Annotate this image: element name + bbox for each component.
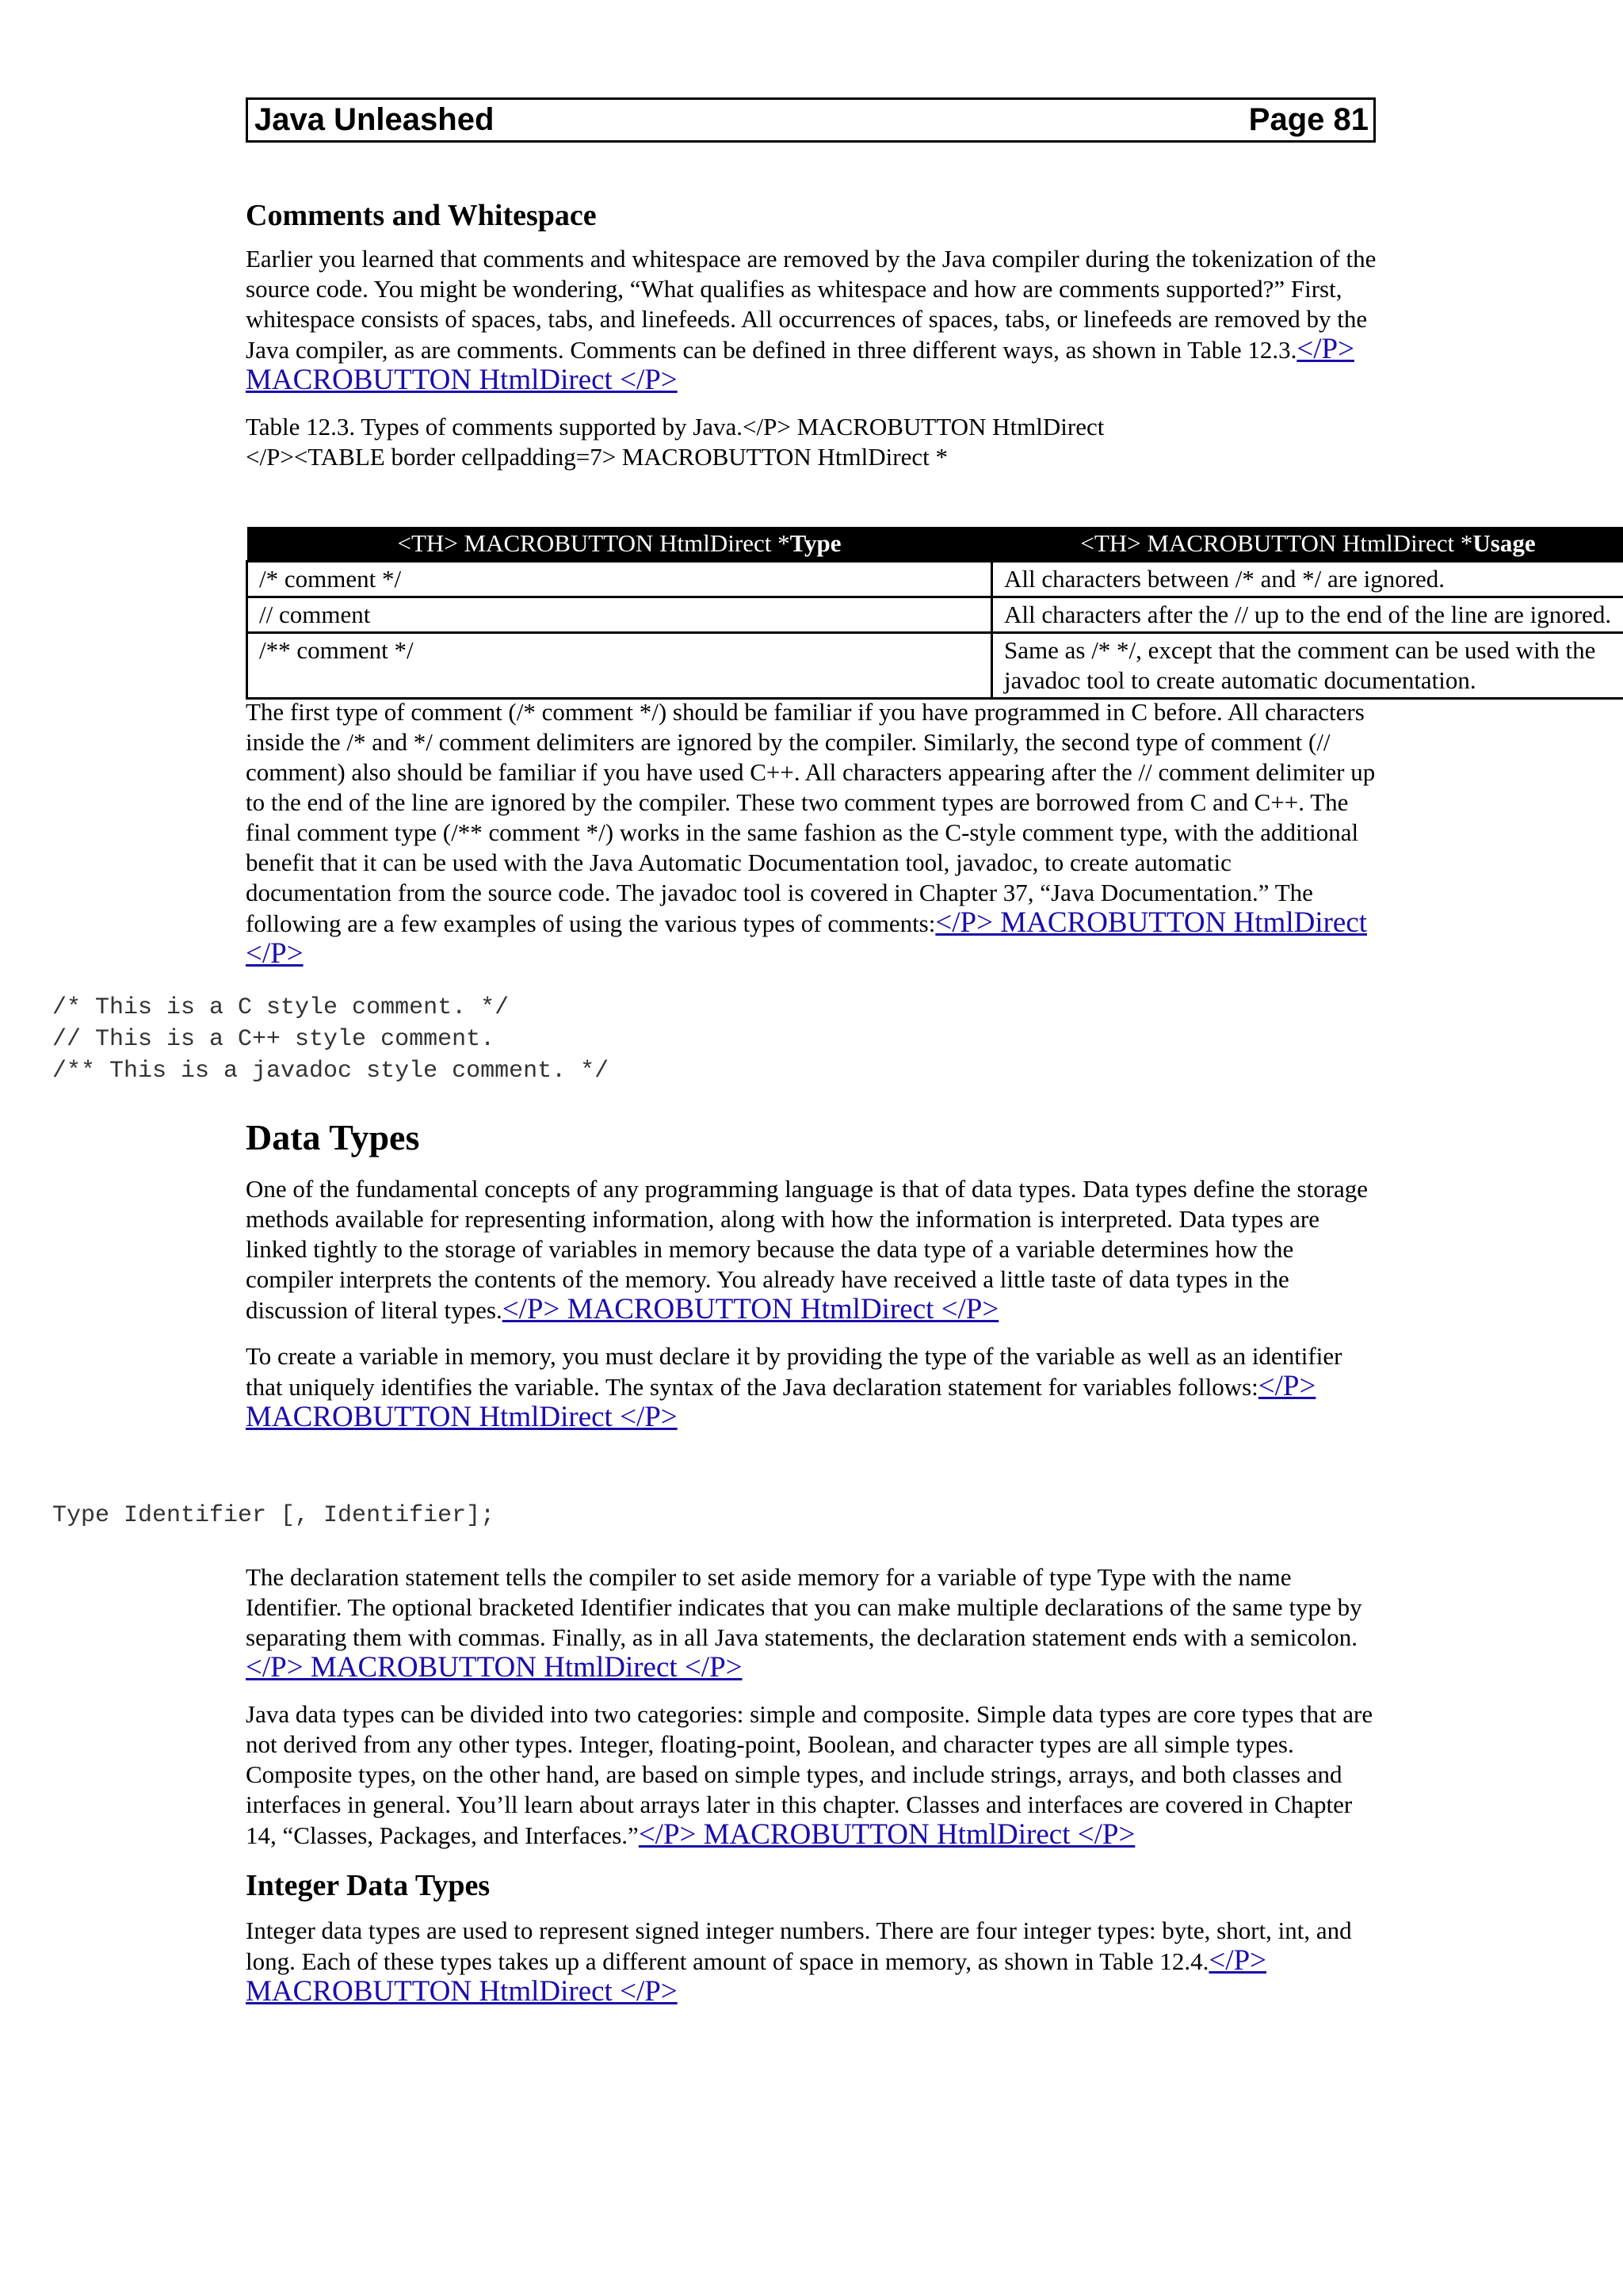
table-header-usage: <TH> MACROBUTTON HtmlDirect *Usage [992, 527, 1623, 562]
data-types-section [246, 1116, 1379, 1449]
macrobutton-link[interactable]: </P> MACROBUTTON HtmlDirect </P> [246, 906, 1368, 970]
table-cell-usage: All characters between /* and */ are ignored. [992, 562, 1623, 597]
table-cell-type: // comment [247, 597, 992, 633]
integer-paragraph-1: Integer data types are used to represent signed integer numbers. There are four integer types: byte, short, int, and long. Each of these types takes up a different amount of space in memory, as shown in Table 12.4.</P> MACROBUTTON HtmlDirect </P> [246, 1917, 1352, 2008]
section-heading-data-types: Data Types [246, 1117, 420, 1158]
table-row [247, 562, 1623, 597]
table-caption: Table 12.3. Types of comments supported by Java.</P> MACROBUTTON HtmlDirect </P><TABLE border cellpadding=7> MACROBUTTON HtmlDirect * [246, 413, 1105, 471]
table-header-type: <TH> MACROBUTTON HtmlDirect *Type [247, 527, 992, 562]
data-types-paragraph-3: The declaration statement tells the compiler to set aside memory for a variable of type Type with the name Identifier. The optional bracketed Identifier indicates that you can make multiple declarations of the same type by separating them with commas. Finally, as in all Java statements, the declaration statement ends with a semicolon.</P> MACROBUTTON HtmlDirect </P> [246, 1563, 1362, 1684]
table-cell-type: /* comment */ [247, 562, 992, 597]
macrobutton-link[interactable]: </P> MACROBUTTON HtmlDirect </P> [246, 1370, 1316, 1433]
table-cell-usage: All characters after the // up to the end of the line are ignored. [992, 597, 1623, 633]
macrobutton-link[interactable]: </P> MACROBUTTON HtmlDirect </P> [246, 1651, 743, 1684]
comments-continued [246, 697, 1379, 986]
comment-types-table [246, 527, 1623, 700]
section-heading-integer: Integer Data Types [246, 1869, 491, 1902]
comments-paragraph-1: Earlier you learned that comments and whitespace are removed by the Java compiler during the tokenization of the source code. You might be wondering, “What qualifies as whitespace and how are comments supported?” First, whitespace consists of spaces, tabs, and linefeeds. All occurrences of spaces, tabs, or linefeeds are removed by the Java compiler, as are comments. Comments can be defined in three different ways, as shown in Table 12.3.</P> MACROBUTTON HtmlDirect </P> [246, 245, 1377, 396]
table-cell-type: /** comment */ [247, 633, 992, 699]
table-header-row [247, 527, 1623, 562]
declaration-syntax-code: Type Identifier [, Identifier]; [52, 1502, 495, 1529]
table-row [247, 633, 1623, 699]
data-types-continued [246, 1562, 1379, 2023]
macrobutton-link[interactable]: </P> MACROBUTTON HtmlDirect </P> [502, 1293, 999, 1325]
comment-code-example: /* This is a C style comment. */ // This is a C++ style comment. /** This is a javadoc style comment. */ [52, 994, 609, 1085]
book-title: Java Unleashed [254, 102, 495, 137]
section-heading-comments: Comments and Whitespace [246, 199, 597, 232]
comments-section [246, 196, 1379, 472]
comments-paragraph-2: The first type of comment (/* comment */) should be familiar if you have programmed in C before. All characters inside the /* and */ comment delimiters are ignored by the compiler. Similarly, the second type of comment (// comment) also should be familiar if you have used C++. All characters appearing after the // comment delimiter up to the end of the line are ignored by the compiler. These two comment types are borrowed from C and C++. The final comment type (/** comment */) works in the same fashion as the C-style comment type, with the additional benefit that it can be used with the Java Automatic Documentation tool, javadoc, to create automatic documentation from the source code. The javadoc tool is covered in Chapter 37, “Java Documentation.” The following are a few examples of using the various types of comments:</P> MACROBUTTON HtmlDirect </P> [246, 698, 1376, 970]
macrobutton-link[interactable]: </P> MACROBUTTON HtmlDirect </P> [246, 1944, 1267, 2008]
macrobutton-link[interactable]: </P> MACROBUTTON HtmlDirect </P> [246, 333, 1354, 396]
page-number: Page 81 [1248, 102, 1369, 137]
data-types-paragraph-2: To create a variable in memory, you must declare it by providing the type of the variable as well as an identifier that uniquely identifies the variable. The syntax of the Java declaration statement for variables follows:</P> MACROBUTTON HtmlDirect </P> [246, 1342, 1342, 1433]
data-types-paragraph-4: Java data types can be divided into two categories: simple and composite. Simple data types are core types that are not derived from any other types. Integer, floating-point, Boolean, and character types are all simple types. Composite types, on the other hand, are based on simple types, and include strings, arrays, and both classes and interfaces in general. You’ll learn about arrays later in this chapter. Classes and interfaces are covered in Chapter 14, “Classes, Packages, and Interfaces.”</P> MACROBUTTON HtmlDirect </P> [246, 1700, 1373, 1851]
data-types-paragraph-1: One of the fundamental concepts of any programming language is that of data types. Data types define the storage methods available for representing information, along with how the information is interpreted. Data types are linked tightly to the storage of variables in memory because the data type of a variable determines how the compiler interprets the contents of the memory. You already have received a little taste of data types in the discussion of literal types.</P> MACROBUTTON HtmlDirect </P> [246, 1175, 1369, 1325]
macrobutton-link[interactable]: </P> MACROBUTTON HtmlDirect </P> [638, 1818, 1136, 1851]
table-cell-usage: Same as /* */, except that the comment can be used with the javadoc tool to create automatic documentation. [992, 633, 1623, 699]
table-row [247, 597, 1623, 633]
page-header [246, 97, 1376, 143]
